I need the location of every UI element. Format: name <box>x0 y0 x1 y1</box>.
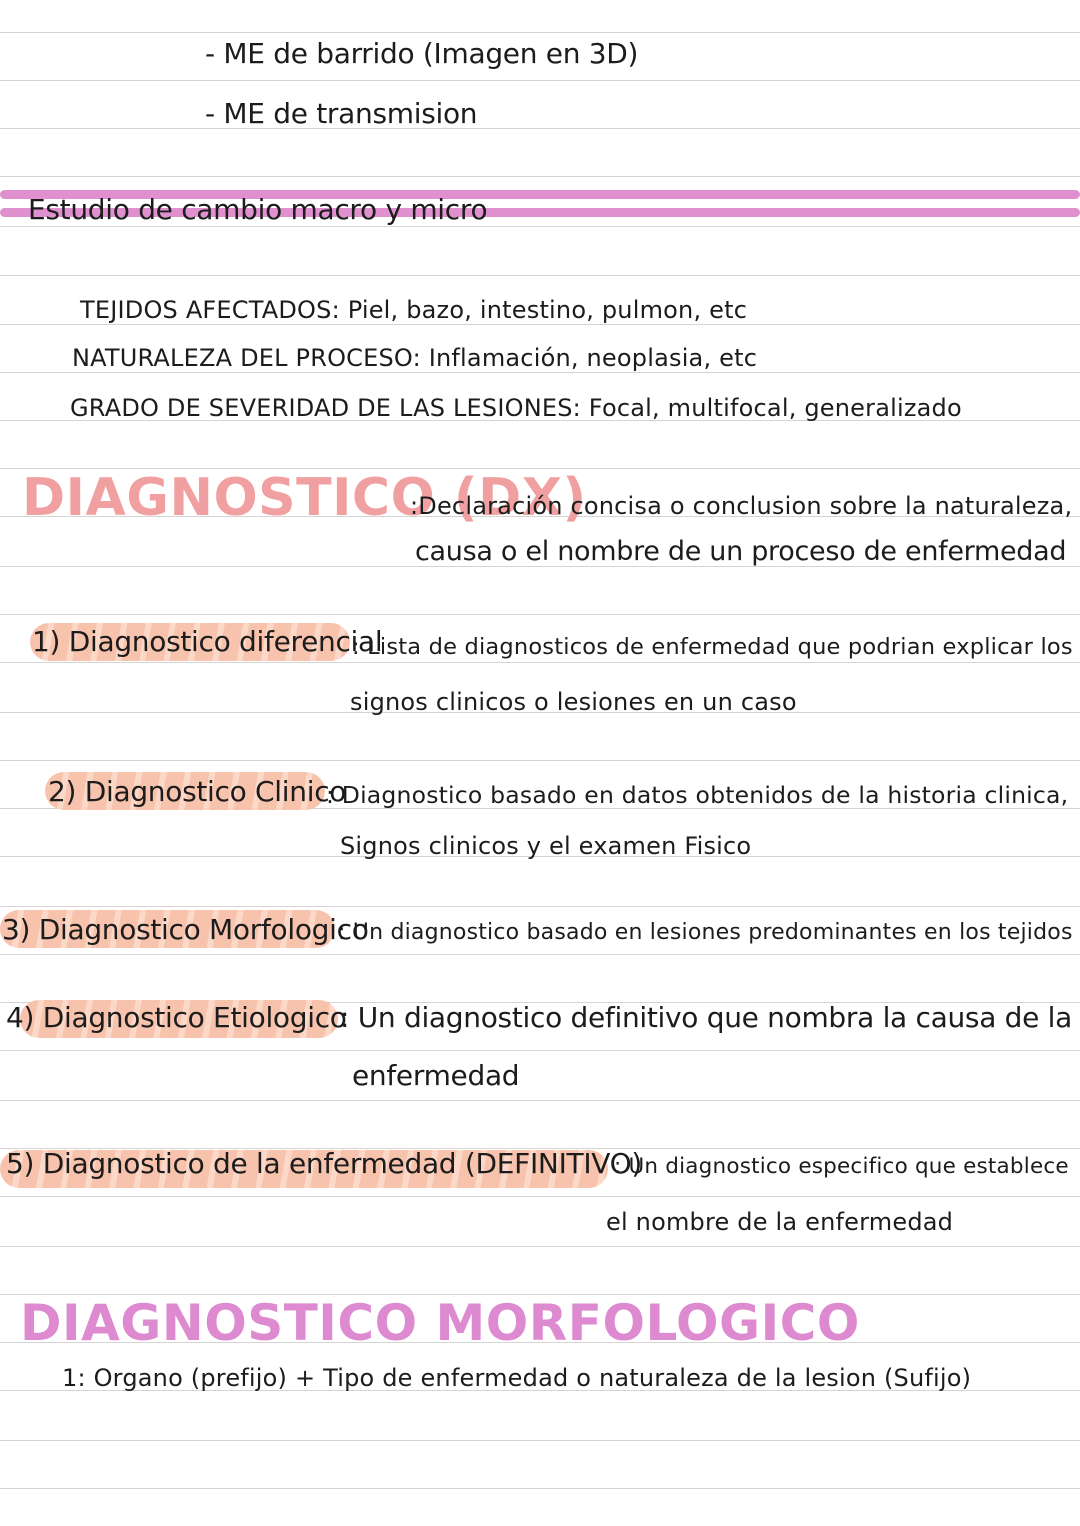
definition-line: : Un diagnostico basado en lesiones predominantes en los tejidos <box>338 920 1073 945</box>
definition-line: : Diagnostico basado en datos obtenidos de la historia clinica, <box>326 781 1069 809</box>
ruled-line <box>0 1488 1080 1489</box>
definition-line: enfermedad <box>352 1059 520 1092</box>
ruled-line <box>0 32 1080 33</box>
definition-line: : Un diagnostico especifico que establece <box>614 1154 1069 1179</box>
ruled-line <box>0 954 1080 955</box>
definition-line: signos clinicos o lesiones en un caso <box>350 688 797 716</box>
list-item: - ME de barrido (Imagen en 3D) <box>205 37 639 70</box>
term-label: 5) Diagnostico de la enfermedad (DEFINITIVO) <box>6 1147 643 1180</box>
ruled-line <box>0 1440 1080 1441</box>
body-line: 1: Organo (prefijo) + Tipo de enfermedad o naturaleza de la lesion (Sufijo) <box>62 1364 972 1392</box>
term-label: 2) Diagnostico Clinico <box>48 775 347 808</box>
term-label: 3) Diagnostico Morfologico <box>2 913 369 946</box>
ruled-line <box>0 1246 1080 1247</box>
ruled-line <box>0 275 1080 276</box>
definition-line: Signos clinicos y el examen Fisico <box>340 832 752 860</box>
ruled-line <box>0 324 1080 325</box>
section-heading: Estudio de cambio macro y micro <box>28 193 488 226</box>
section-line: GRADO DE SEVERIDAD DE LAS LESIONES: Focal, multifocal, generalizado <box>70 394 962 422</box>
section-title: DIAGNOSTICO MORFOLOGICO <box>20 1294 860 1352</box>
ruled-line <box>0 80 1080 81</box>
ruled-line <box>0 1050 1080 1051</box>
ruled-line <box>0 614 1080 615</box>
page-title: DIAGNOSTICO (DX) <box>22 468 587 528</box>
ruled-line <box>0 1196 1080 1197</box>
ruled-line <box>0 176 1080 177</box>
list-item: - ME de transmision <box>205 97 478 130</box>
ruled-line <box>0 226 1080 227</box>
term-label: 4) Diagnostico Etiologico <box>6 1001 347 1034</box>
section-line: TEJIDOS AFECTADOS: Piel, bazo, intestino, pulmon, etc <box>80 296 748 324</box>
definition-line: :Declaración concisa o conclusion sobre la naturaleza, <box>410 492 1073 520</box>
ruled-line <box>0 906 1080 907</box>
section-line: NATURALEZA DEL PROCESO: Inflamación, neoplasia, etc <box>72 344 758 372</box>
definition-line: : Lista de diagnosticos de enfermedad que podrian explicar los <box>352 634 1073 660</box>
ruled-line <box>0 760 1080 761</box>
definition-line: causa o el nombre de un proceso de enfermedad <box>415 536 1067 567</box>
definition-line: el nombre de la enfermedad <box>606 1208 954 1236</box>
ruled-line <box>0 372 1080 373</box>
ruled-line <box>0 662 1080 663</box>
definition-line: : Un diagnostico definitivo que nombra la causa de la <box>340 1001 1072 1034</box>
ruled-line <box>0 1100 1080 1101</box>
ruled-line <box>0 128 1080 129</box>
term-label: 1) Diagnostico diferencial <box>32 625 383 658</box>
